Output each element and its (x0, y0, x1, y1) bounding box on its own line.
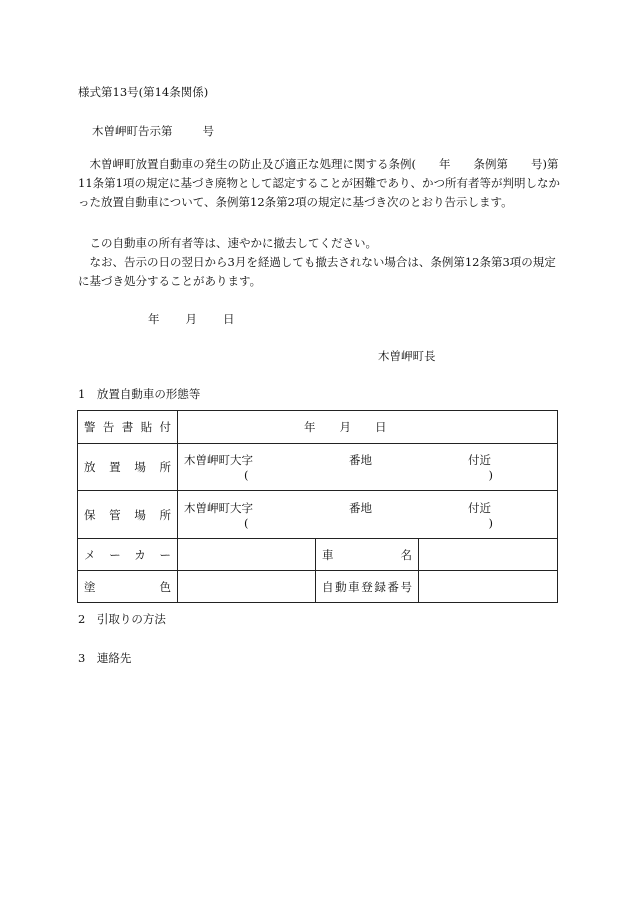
date-day: 日 (223, 312, 235, 326)
vehicle-info-table (77, 410, 558, 603)
table-row (78, 444, 558, 491)
date-year: 年 (148, 312, 160, 326)
notice-number-suffix: 号 (202, 124, 214, 138)
storage-fukin: 付近 (468, 500, 491, 515)
table-row (78, 411, 558, 444)
warning-date (178, 411, 558, 444)
issuer: 木曽岬町長 (378, 349, 436, 363)
body-paragraph-2: この自動車の所有者等は、速やかに撤去してください。 (89, 236, 377, 250)
body-paragraph-3: なお、告示の日の翌日から3月を経過しても撤去されない場合は、条例第12条第3項の規定に基づき処分することがあります。 (78, 255, 556, 288)
storage-place-label: 保管場所 (78, 491, 178, 539)
storage-paren-close: ) (488, 515, 494, 530)
warning-year: 年 (304, 420, 316, 434)
abandoned-place-value (178, 444, 558, 491)
storage-paren-open: ( (244, 515, 249, 530)
storage-banchi: 番地 (349, 500, 372, 515)
notice-number-prefix: 木曽岬町告示第 (92, 124, 173, 138)
table-row (78, 491, 558, 539)
storage-place-value (178, 491, 558, 539)
section-3-heading: 3 連絡先 (78, 651, 132, 665)
abandoned-banchi: 番地 (349, 453, 372, 467)
storage-addr: 木曽岬町大字 (184, 500, 253, 515)
section-1-heading: 1 放置自動車の形態等 (78, 387, 201, 401)
abandoned-place-label: 放置場所 (78, 444, 178, 491)
table-row (78, 571, 558, 603)
warning-day: 日 (375, 420, 387, 434)
registration-value (419, 571, 558, 603)
notice-number (92, 124, 214, 138)
abandoned-paren-open: ( (244, 468, 249, 482)
body-paragraph-1: 木曽岬町放置自動車の発生の防止及び適正な処理に関する条例( 年 条例第 号)第11条第1項の規定に基づき廃物として認定することが困難であり、かつ所有者等が判明しなかった放置自動車について、条例第12条第2項の規定に基づき次のとおり告示します。 (78, 157, 560, 209)
paint-color-value (178, 571, 316, 603)
abandoned-fukin: 付近 (468, 453, 491, 467)
maker-label: メーカー (78, 539, 178, 571)
abandoned-addr: 木曽岬町大字 (184, 453, 253, 467)
warning-month: 月 (339, 420, 351, 434)
car-name-value (419, 539, 558, 571)
form-id: 様式第13号(第14条関係) (78, 85, 209, 99)
section-2-heading: 2 引取りの方法 (78, 612, 166, 626)
registration-label: 自動車登録番号 (316, 571, 419, 603)
date-line (148, 312, 235, 326)
maker-value (178, 539, 316, 571)
car-name-label: 車名 (316, 539, 419, 571)
warning-label: 警告書貼付 (78, 411, 178, 444)
paint-color-label: 塗色 (78, 571, 178, 603)
abandoned-paren-close: ) (488, 468, 494, 482)
table-row (78, 539, 558, 571)
date-month: 月 (185, 312, 197, 326)
